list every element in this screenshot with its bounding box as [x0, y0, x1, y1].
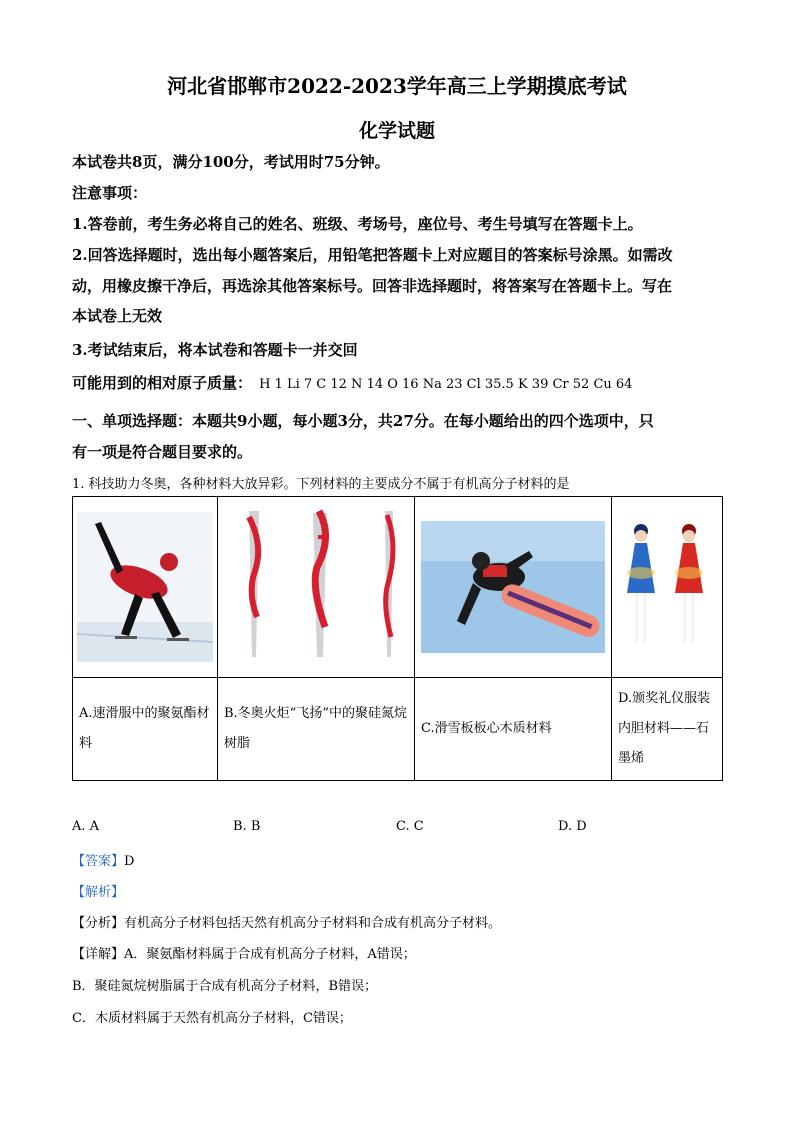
- option-b: B. B: [233, 819, 261, 834]
- fenxi-tag: 【分析】: [72, 916, 125, 931]
- fenxi-text: 有机高分子材料包括天然有机高分子材料和合成有机高分子材料。: [124, 916, 502, 931]
- materials-table: [72, 496, 723, 781]
- image-cell-c: [415, 497, 612, 678]
- xiangjie-tag: 【详解】: [72, 947, 125, 962]
- atomic-mass-label: 可能用到的相对原子质量：: [72, 374, 253, 392]
- fenxi-line: [72, 912, 501, 931]
- caption-d: D.颁奖礼仪服装内胆材料——石墨烯: [612, 678, 723, 781]
- caption-c: C.滑雪板板心木质材料: [415, 678, 612, 781]
- image-cell-a: [73, 497, 218, 678]
- exam-title: 河北省邯郸市2022-2023学年高三上学期摸底考试: [167, 74, 627, 98]
- atomic-mass-line: [72, 372, 632, 393]
- section-heading-line2: 有一项是符合题目要求的。: [72, 443, 253, 461]
- olympic-torch-image: [221, 507, 411, 667]
- notice-item-1: 1.答卷前，考生务必将自己的姓名、班级、考场号，座位号、考生号填写在答题卡上。: [72, 215, 643, 233]
- analysis-tag: 【解析】: [72, 885, 125, 900]
- snowboarder-image: [421, 521, 605, 653]
- section-heading-line1: 一、单项选择题：本题共9小题，每小题3分，共27分。在每小题给出的四个选项中，只: [72, 412, 654, 430]
- notice-heading: 注意事项：: [72, 184, 148, 202]
- notice-item-3: 3.考试结束后，将本试卷和答题卡一并交回: [72, 341, 358, 359]
- detail-line-a: [72, 943, 416, 962]
- speed-skater-image: [77, 512, 213, 662]
- caption-b: B.冬奥火炬“飞扬”中的聚硅氮烷树脂: [218, 678, 415, 781]
- detail-line-c: C．木质材料属于天然有机高分子材料，C错误；: [72, 1011, 352, 1026]
- question-1-stem: 1. 科技助力冬奥，各种材料大放异彩。下列材料的主要成分不属于有机高分子材料的是: [72, 477, 570, 492]
- atomic-mass-values: H 1 Li 7 C 12 N 14 O 16 Na 23 Cl 35.5 K 39 Cr 52 Cu 64: [259, 377, 633, 392]
- option-d: D. D: [558, 819, 587, 834]
- detail-line-b: B．聚硅氮烷树脂属于合成有机高分子材料，B错误；: [72, 979, 378, 994]
- notice-item-2-line2: 动，用橡皮擦干净后，再选涂其他答案标号。回答非选择题时，将答案写在答题卡上。写在: [72, 277, 673, 295]
- answer-value: D: [124, 854, 135, 869]
- caption-a: A.速滑服中的聚氨酯材料: [73, 678, 218, 781]
- answer-line: [72, 850, 134, 869]
- exam-subtitle: 化学试题: [358, 120, 435, 142]
- image-cell-d: [612, 497, 723, 678]
- detail-a-text: A．聚氨酯材料属于合成有机高分子材料，A错误；: [124, 947, 416, 962]
- image-cell-b: [218, 497, 415, 678]
- paper-info: 本试卷共8页，满分100分，考试用时75分钟。: [72, 153, 390, 171]
- notice-item-2-line1: 2.回答选择题时，选出每小题答案后，用铅笔把答题卡上对应题目的答案标号涂黑。如需改: [72, 246, 673, 264]
- option-a: A. A: [72, 819, 100, 834]
- notice-item-2-line3: 本试卷上无效: [72, 307, 163, 325]
- option-c: C. C: [396, 819, 424, 834]
- answer-tag: 【答案】: [72, 854, 125, 869]
- ceremony-uniforms-image: [619, 515, 715, 659]
